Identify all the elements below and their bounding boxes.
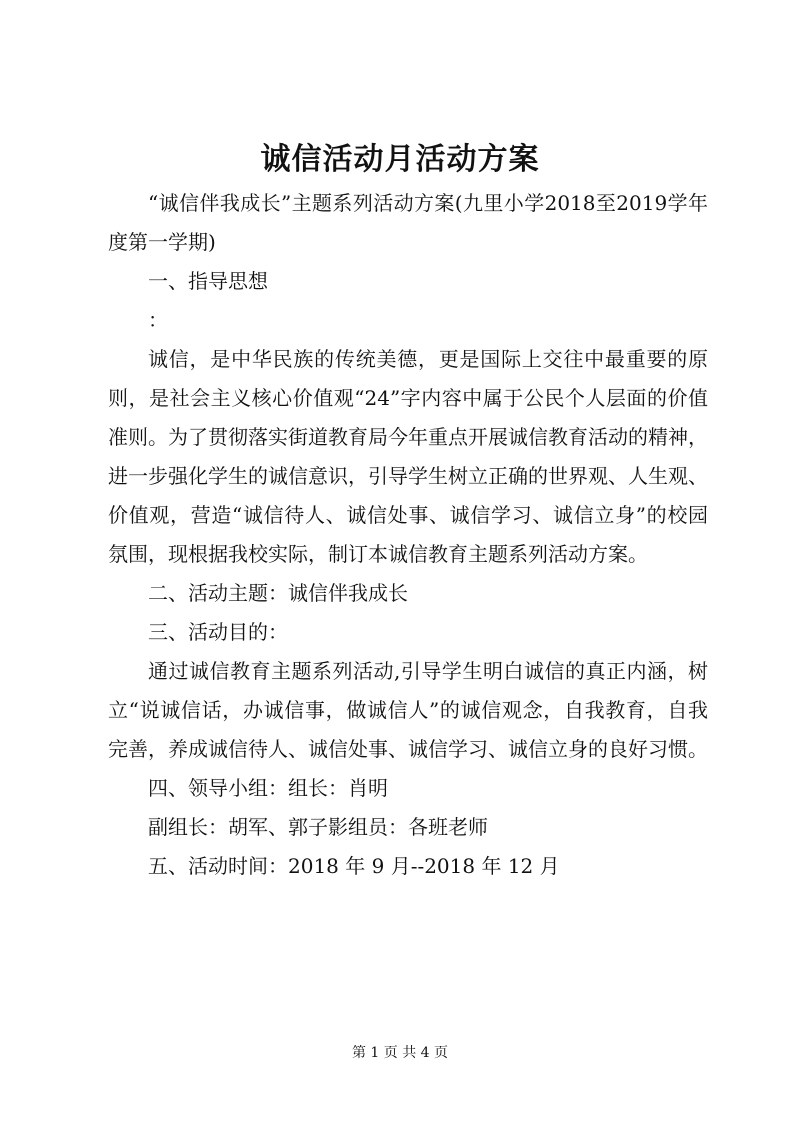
- document-title: 诚信活动月活动方案: [260, 142, 540, 177]
- section-heading-purpose: 三、活动目的：: [148, 620, 288, 644]
- subtitle-paragraph: “诚信伴我成长”主题系列活动方案(九里小学2018至2019学年度第一学期): [108, 191, 708, 254]
- page-footer: 第 1 页 共 4 页: [351, 1045, 449, 1061]
- section-heading-guiding-thought: 一、指导思想: [148, 269, 268, 293]
- leadership-members-line: 副组长：胡军、郭子影组员：各班老师: [148, 815, 488, 839]
- section-heading-time: 五、活动时间：2018 年 9 月--2018 年 12 月: [148, 854, 560, 878]
- section-heading-leadership: 四、领导小组：组长：肖明: [148, 776, 388, 800]
- section-heading-theme: 二、活动主题：诚信伴我成长: [148, 581, 408, 605]
- intro-paragraph: 诚信，是中华民族的传统美德，更是国际上交往中最重要的原则，是社会主义核心价值观“24”字内容中属于公民个人层面的价值准则。为了贯彻落实街道教育局今年重点开展诚信教育活动的精神，进一步强化学生的诚信意识，引导学生树立正确的世界观、人生观、价值观，营造“诚信待人、诚信处事、诚信学习、诚信立身”的校园氛围，现根据我校实际，制订本诚信教育主题系列活动方案。: [108, 347, 708, 566]
- document-body: [108, 184, 708, 886]
- purpose-paragraph: 通过诚信教育主题系列活动,引导学生明白诚信的真正内涵，树立“说诚信话，办诚信事，做诚信人”的诚信观念，自我教育，自我完善，养成诚信待人、诚信处事、诚信学习、诚信立身的良好习惯。: [108, 659, 708, 761]
- colon-line: ：: [148, 308, 168, 332]
